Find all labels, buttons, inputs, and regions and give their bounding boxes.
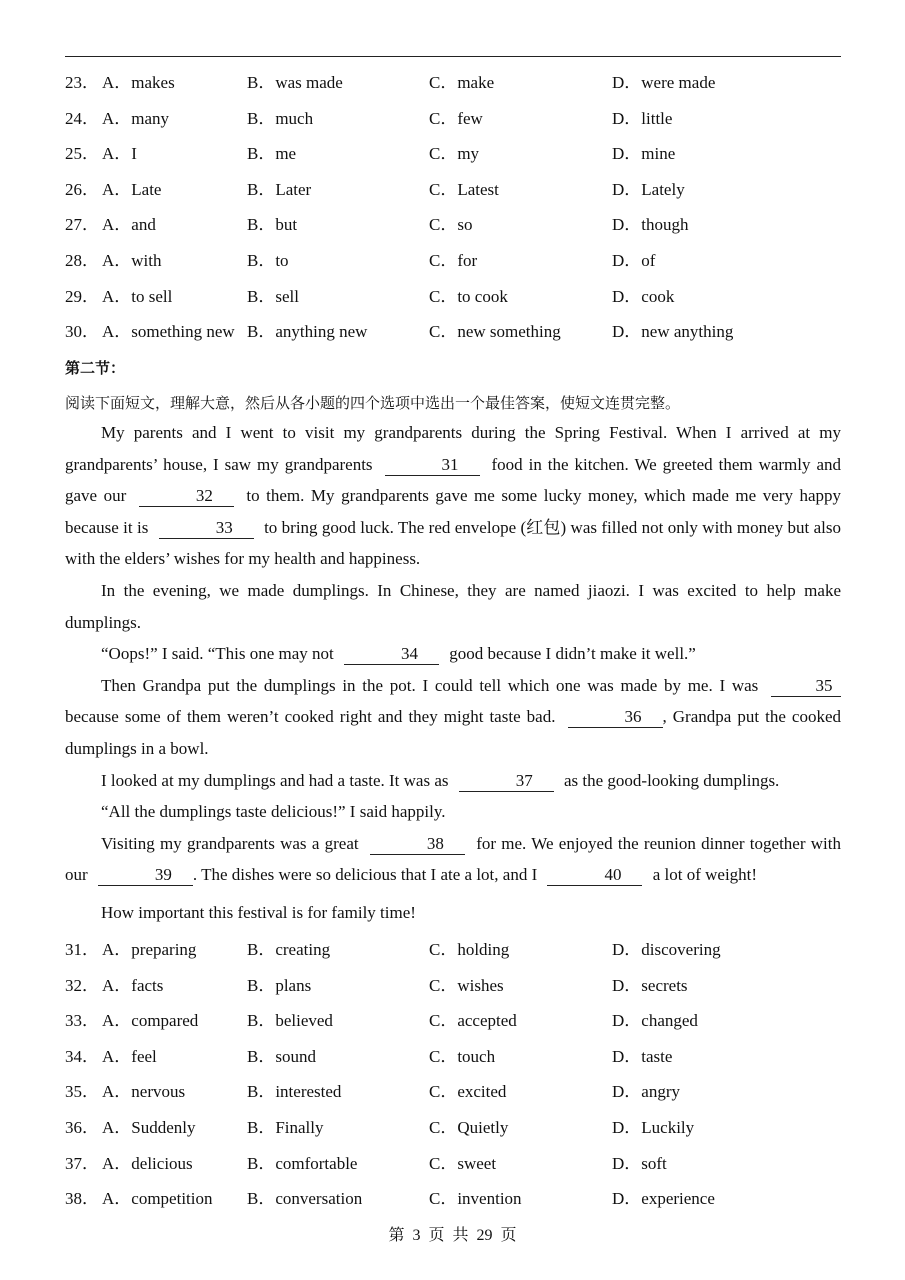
option-b: B．believed [247,1011,333,1031]
passage-text: good because I didn’t make it well.” [449,644,696,664]
option-c: C．for [429,250,478,270]
option-d: D．were made [612,73,716,92]
question-row [65,65,845,101]
option-b: B．conversation [247,1189,363,1209]
option-c: C．new something [429,322,561,342]
passage-text: My parents and I went to visit my grandparents during the Spring Festival. When I arrived at my grandparents’ house, I saw my grandparents [65,423,841,474]
question-number: 24． [65,108,99,128]
passage-text: to them. My grandparents gave me some lucky money, which made me very happy because it is [65,486,842,537]
section-instruction: 阅读下面短文，理解大意，然后从各小题的四个选项中选出一个最佳答案，使短文连贯完整。 [65,394,681,412]
option-b: B．was made [247,73,343,92]
question-number: 32． [65,975,99,995]
question-number: 34． [65,1046,99,1066]
option-b: B．comfortable [247,1153,358,1173]
question-row [65,1074,845,1110]
option-b: B．sound [247,1046,316,1066]
question-number: 27． [65,215,99,235]
blank-36: 36 [568,707,663,728]
options-list-bottom [65,932,845,1217]
option-a: A．Late [102,179,162,199]
option-d: D．secrets [612,975,688,995]
option-d: D．discovering [612,940,721,959]
question-number: 30． [65,322,99,342]
question-number: 33． [65,1011,99,1031]
question-row [65,932,845,968]
blank-31: 31 [385,455,480,476]
question-number: 23． [65,73,99,92]
blank-33: 33 [159,518,254,539]
question-row [65,243,845,279]
option-b: B．creating [247,940,331,959]
blank-37: 37 [459,771,554,792]
option-c: C．excited [429,1082,507,1102]
paragraph [65,828,841,891]
question-row [65,207,845,243]
option-a: A．Suddenly [102,1117,196,1137]
question-number: 31． [65,940,99,959]
option-d: D．Luckily [612,1117,695,1137]
option-c: C．to cook [429,286,508,306]
option-b: B．anything new [247,322,368,342]
passage-text: In the evening, we made dumplings. In Chinese, they are named jiaozi. I was excited to help make dumplings. [65,580,841,632]
passage-text: food in the kitchen. We greeted them warmly and gave our [65,454,842,506]
header-rule [65,56,841,57]
passage-text: because some of them weren’t cooked right and they might taste bad. [65,707,556,727]
option-a: A．compared [102,1011,199,1031]
question-number: 26． [65,179,99,199]
option-b: B．to [247,250,289,270]
option-d: D．new anything [612,322,734,342]
question-row [65,101,845,137]
option-d: D．changed [612,1011,698,1031]
paragraph [65,670,841,765]
option-d: D．though [612,215,689,235]
option-b: B．me [247,144,297,164]
question-row [65,1039,845,1075]
question-row [65,136,845,172]
question-row [65,1181,845,1217]
option-d: D．of [612,250,656,270]
option-c: C．holding [429,940,510,959]
option-b: B．plans [247,975,312,995]
options-list-top [65,65,845,350]
option-c: C．few [429,108,483,128]
option-a: A．many [102,108,170,128]
option-b: B．much [247,108,314,128]
blank-34: 34 [344,644,439,665]
option-a: A．with [102,250,162,270]
option-c: C．sweet [429,1153,497,1173]
closing-sentence: How important this festival is for family time! [101,903,416,922]
passage-text: Visiting my grandparents was a great [101,833,359,853]
option-d: D．little [612,108,673,128]
question-number: 37． [65,1153,99,1173]
option-b: B．but [247,215,298,235]
passage-text: , Grandpa put the cooked dumplings in a bowl. [65,707,841,758]
passage-text: . The dishes were so delicious that I ate a lot, and I [192,865,538,885]
option-a: A．and [102,215,156,235]
passage-text: “All the dumplings taste delicious!” I said happily. [101,802,446,822]
section-title: 第二节： [65,359,126,377]
paragraph [65,575,841,638]
option-d: D．mine [612,144,676,164]
question-number: 25． [65,144,99,164]
paragraph [65,417,841,575]
option-c: C．touch [429,1046,496,1066]
blank-32: 32 [139,486,234,507]
option-c: C．Latest [429,179,499,199]
question-number: 36． [65,1117,99,1137]
option-c: C．accepted [429,1011,517,1031]
option-a: A．delicious [102,1153,193,1173]
question-row [65,172,845,208]
option-a: A．preparing [102,940,197,959]
question-row [65,968,845,1004]
blank-40: 40 [547,865,642,886]
option-c: C．so [429,215,473,235]
paragraph [65,765,841,797]
passage-text: Then Grandpa put the dumplings in the pot. I could tell which one was made by me. I was [101,675,759,695]
question-row [65,1003,845,1039]
option-a: A．something new [102,322,235,342]
passage-text: “Oops!” I said. “This one may not [101,644,334,664]
option-c: C．invention [429,1189,522,1209]
paragraph [65,638,841,670]
option-d: D．experience [612,1189,715,1209]
passage-text: a lot of weight! [652,865,758,885]
option-c: C．make [429,73,495,92]
option-d: D．Lately [612,179,685,199]
cloze-passage [65,417,841,891]
passage-text: as the good-looking dumplings. [563,770,780,790]
option-c: C．Quietly [429,1117,509,1137]
option-d: D．soft [612,1153,667,1173]
option-b: B．sell [247,286,299,306]
question-number: 29． [65,286,99,306]
option-a: A．facts [102,975,164,995]
blank-39: 39 [98,865,193,886]
paragraph [65,796,841,828]
option-a: A．to sell [102,286,173,306]
question-row [65,314,845,350]
question-row [65,279,845,315]
question-number: 28． [65,250,99,270]
option-a: A．feel [102,1046,157,1066]
question-row [65,1146,845,1182]
blank-35: 35 [771,676,841,697]
option-c: C．wishes [429,975,504,995]
option-a: A．I [102,144,137,164]
option-a: A．makes [102,73,175,92]
question-row [65,1110,845,1146]
option-c: C．my [429,144,480,164]
option-b: B．Finally [247,1117,324,1137]
blank-38: 38 [370,834,465,855]
option-d: D．taste [612,1046,673,1066]
question-number: 38． [65,1189,99,1209]
option-b: B．interested [247,1082,342,1102]
passage-text: I looked at my dumplings and had a taste. It was as [101,770,449,790]
option-a: A．competition [102,1189,213,1209]
option-a: A．nervous [102,1082,186,1102]
question-number: 35． [65,1082,99,1102]
passage-text: to bring good luck. The red envelope (红包) was filled not only with money but also with the elders’ wishes for my health and happiness. [65,517,841,569]
option-d: D．cook [612,286,675,306]
page-number-footer: 第 3 页 共 29 页 [388,1227,517,1244]
option-b: B．Later [247,179,312,199]
option-d: D．angry [612,1082,680,1102]
passage-text: for me. We enjoyed the reunion dinner together with our [65,833,842,885]
